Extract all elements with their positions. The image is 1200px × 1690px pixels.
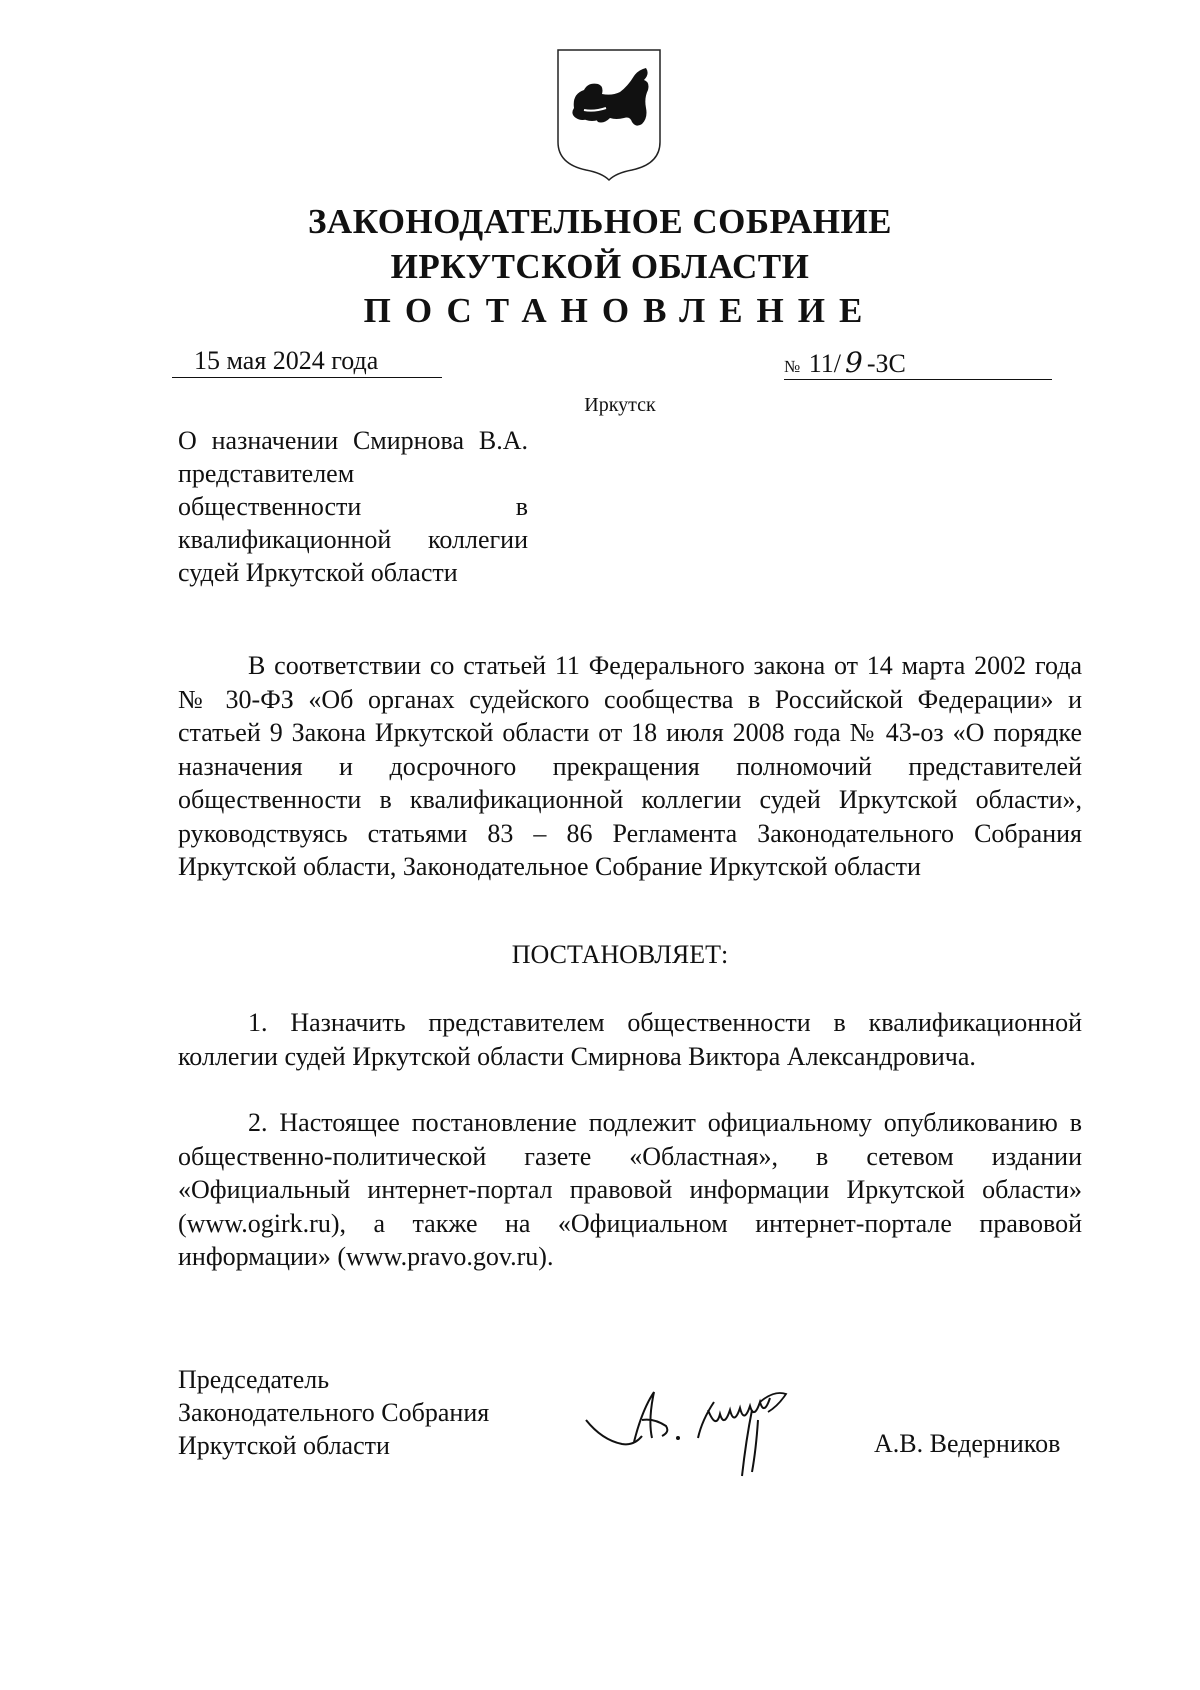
signatory-title-line2: Законодательного Собрания: [178, 1398, 490, 1427]
number-sign: №: [784, 357, 801, 376]
organization-name-line1: ЗАКОНОДАТЕЛЬНОЕ СОБРАНИЕ: [307, 202, 893, 241]
resolves-heading: ПОСТАНОВЛЯЕТ:: [511, 940, 729, 969]
organization-name-line2: ИРКУТСКОЙ ОБЛАСТИ: [390, 247, 810, 286]
signatory-title-line1: Председатель: [178, 1365, 330, 1394]
document-date: 15 мая 2024 года: [172, 345, 442, 378]
document-city: Иркутск: [584, 394, 656, 416]
signatory-name: А.В. Ведерников: [874, 1429, 1061, 1458]
number-prefix: 11/: [808, 349, 841, 378]
document-subject: О назначении Смирнова В.А. представителем общественности в квалификационной коллегии судей Иркутской области: [178, 426, 528, 587]
document-number: [784, 347, 1052, 380]
coat-of-arms-icon: [554, 46, 664, 182]
handwritten-signature: [582, 1380, 862, 1480]
signatory-title-line3: Иркутской области: [178, 1431, 390, 1460]
number-handwritten: 9: [845, 346, 863, 379]
number-suffix: -ЗС: [866, 349, 906, 378]
preamble-paragraph: В соответствии со статьей 11 Федерального закона от 14 марта 2002 года № 30-ФЗ «Об органах судейского сообщества в Российской Федерации» и статьей 9 Закона Иркутской области от 18 июля 2008 года № 43-оз «О порядке назначения и досрочного прекращения полномочий представителей общественности в квалификационной коллегии судей Иркутской области», руководствуясь статьями 83 – 86 Регламента Законодательного Собрания Иркутской области, Законодательное Собрание Иркутской области: [178, 651, 1082, 881]
resolution-item-2: 2. Настоящее постановление подлежит официальному опубликованию в общественно-политической газете «Областная», в сетевом издании «Официальный интернет-портал правовой информации Иркутской области» (www.ogirk.ru), а также на «Официальном интернет-портале правовой информации» (www.pravo.gov.ru).: [178, 1108, 1082, 1271]
document-type: ПОСТАНОВЛЕНИЕ: [363, 291, 877, 330]
resolution-item-1: 1. Назначить представителем общественности в квалификационной коллегии судей Иркутской области Смирнова Виктора Александровича.: [178, 1008, 1082, 1071]
signatory-title: [178, 1363, 489, 1462]
